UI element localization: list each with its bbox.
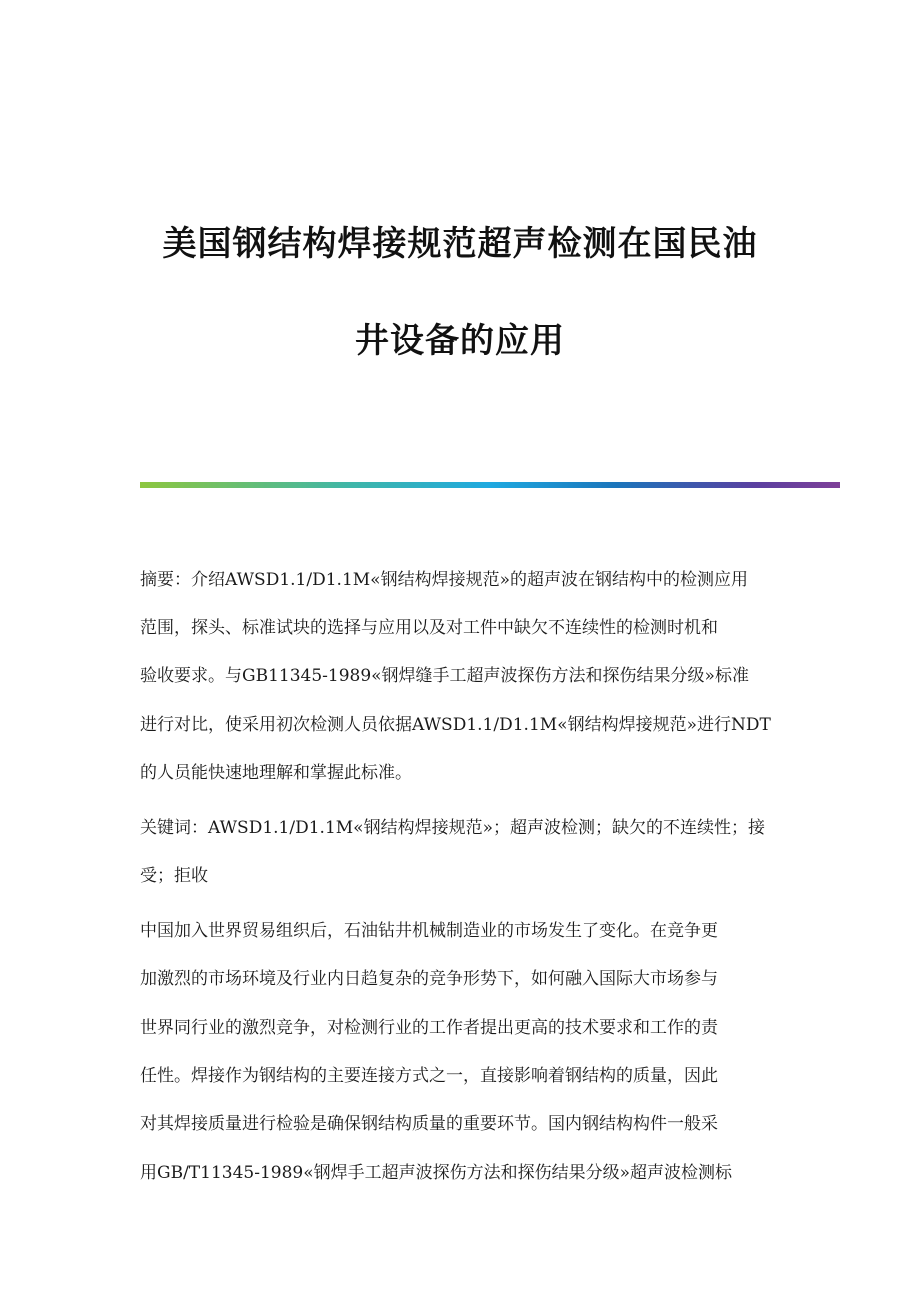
abstract-line: 摘要：介绍AWSD1.1/D1.1M«钢结构焊接规范»的超声波在钢结构中的检测应用 — [140, 570, 748, 590]
body-line: 用GB/T11345-1989«钢焊手工超声波探伤方法和探伤结果分级»超声波检测标 — [140, 1163, 733, 1183]
document-title-line-1: 美国钢结构焊接规范超声检测在国民油 — [162, 224, 758, 264]
document-title-line-2: 井设备的应用 — [355, 321, 565, 361]
abstract-line: 的人员能快速地理解和掌握此标准。 — [140, 763, 412, 783]
gradient-divider — [140, 482, 840, 488]
abstract-line: 验收要求。与GB11345-1989«钢焊缝手工超声波探伤方法和探伤结果分级»标准 — [140, 666, 749, 686]
body-line: 中国加入世界贸易组织后，石油钻井机械制造业的市场发生了变化。在竞争更 — [140, 921, 718, 941]
keywords-line: 关键词：AWSD1.1/D1.1M«钢结构焊接规范»；超声波检测；缺欠的不连续性；接 — [140, 818, 765, 838]
abstract-line: 进行对比，使采用初次检测人员依据AWSD1.1/D1.1M«钢结构焊接规范»进行NDT — [140, 715, 771, 735]
body-line: 加激烈的市场环境及行业内日趋复杂的竞争形势下，如何融入国际大市场参与 — [140, 969, 718, 989]
body-line: 任性。焊接作为钢结构的主要连接方式之一，直接影响着钢结构的质量，因此 — [140, 1066, 718, 1086]
body-line: 对其焊接质量进行检验是确保钢结构质量的重要环节。国内钢结构构件一般采 — [140, 1114, 718, 1134]
abstract-line: 范围，探头、标准试块的选择与应用以及对工件中缺欠不连续性的检测时机和 — [140, 618, 718, 638]
body-line: 世界同行业的激烈竞争，对检测行业的工作者提出更高的技术要求和工作的责 — [140, 1018, 718, 1038]
keywords-line: 受；拒收 — [140, 866, 208, 886]
